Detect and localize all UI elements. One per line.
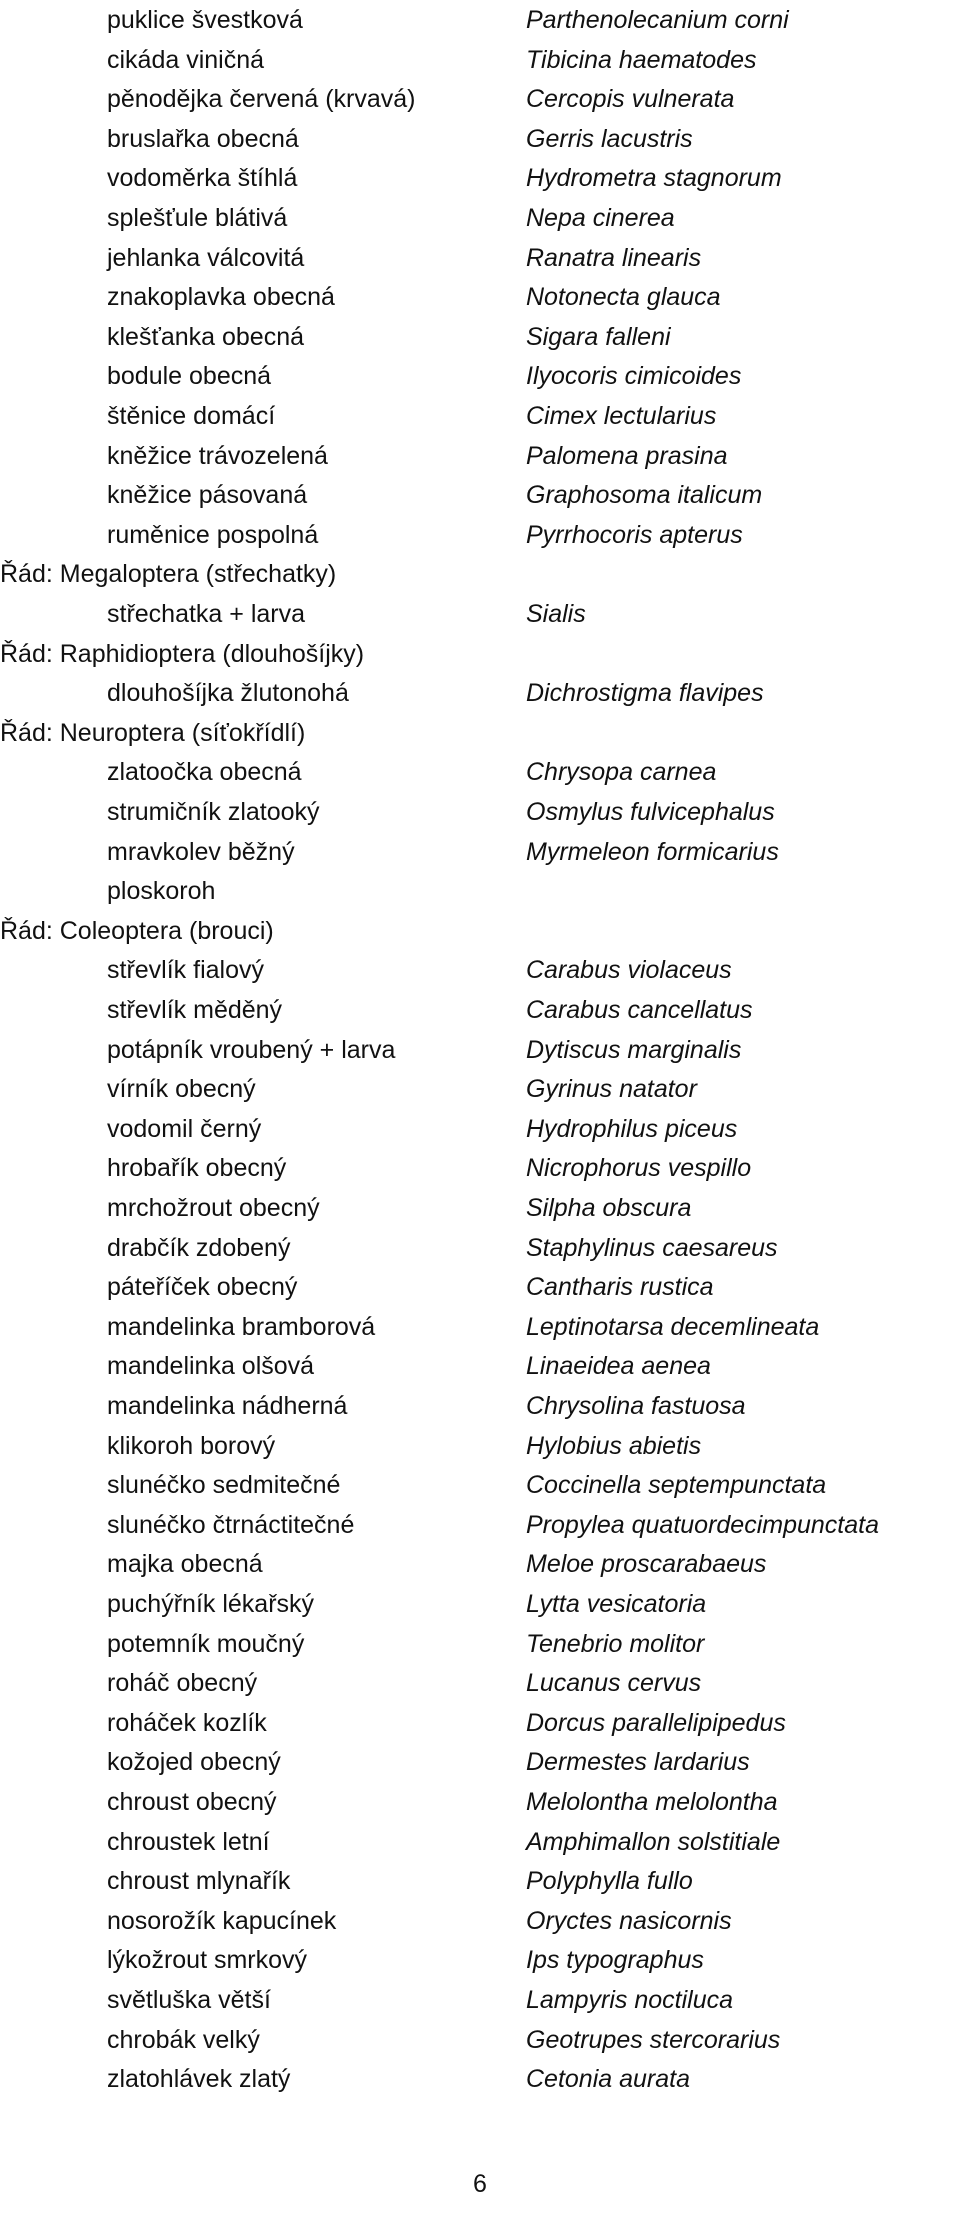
- latin-name: Amphimallon solstitiale: [526, 1827, 781, 1856]
- czech-name: roháček kozlík: [107, 1708, 267, 1737]
- czech-name: dlouhošíjka žlutonohá: [107, 679, 349, 708]
- czech-name: pěnodějka červená (krvavá): [107, 85, 416, 114]
- latin-name: Lytta vesicatoria: [526, 1590, 707, 1618]
- species-row: [0, 79, 960, 119]
- latin-name: Osmylus fulvicephalus: [526, 798, 775, 826]
- species-row: [0, 158, 960, 198]
- species-row: [0, 238, 960, 278]
- czech-name: ruměnice pospolná: [107, 520, 319, 549]
- latin-name: Pyrrhocoris apterus: [526, 520, 743, 549]
- species-row: [0, 1505, 960, 1545]
- czech-name: majka obecná: [107, 1550, 263, 1579]
- latin-name: Notonecta glauca: [526, 283, 721, 312]
- latin-name: Chrysopa carnea: [526, 758, 717, 787]
- latin-name: Sigara falleni: [526, 322, 671, 351]
- czech-name: hrobařík obecný: [107, 1154, 287, 1183]
- latin-name: Gerris lacustris: [526, 124, 693, 153]
- latin-name: Sialis: [526, 600, 586, 628]
- latin-name: Geotrupes stercorarius: [526, 2025, 781, 2054]
- czech-name: chroustek letní: [107, 1827, 270, 1856]
- species-row: [0, 396, 960, 436]
- species-row: [0, 1307, 960, 1347]
- latin-name: Ranatra linearis: [526, 243, 702, 272]
- species-row: [0, 1822, 960, 1862]
- species-row: [0, 198, 960, 238]
- czech-name: zlatohlávek zlatý: [107, 2065, 291, 2094]
- species-row: [0, 1663, 960, 1703]
- species-row: [0, 119, 960, 159]
- order-heading: [0, 554, 960, 594]
- latin-name: Carabus violaceus: [526, 956, 732, 985]
- species-row: [0, 1584, 960, 1624]
- species-row: [0, 1267, 960, 1307]
- species-row: [0, 832, 960, 872]
- species-row: [0, 2059, 960, 2099]
- species-row: [0, 1980, 960, 2020]
- czech-name: znakoplavka obecná: [107, 283, 335, 312]
- czech-name: kněžice trávozelená: [107, 441, 328, 470]
- species-row: [0, 1465, 960, 1505]
- czech-name: puklice švestková: [107, 6, 303, 34]
- latin-name: Chrysolina fastuosa: [526, 1392, 746, 1420]
- species-row: [0, 1544, 960, 1584]
- czech-name: drabčík zdobený: [107, 1233, 291, 1262]
- order-name: Řád: Neuroptera (síťokřídlí): [0, 718, 306, 747]
- czech-name: roháč obecný: [107, 1669, 258, 1698]
- latin-name: Cantharis rustica: [526, 1273, 714, 1302]
- latin-name: Cercopis vulnerata: [526, 85, 735, 114]
- czech-name: světluška větší: [107, 1986, 271, 2014]
- latin-name: Dytiscus marginalis: [526, 1035, 742, 1064]
- czech-name: mrchožrout obecný: [107, 1194, 320, 1222]
- latin-name: Lucanus cervus: [526, 1669, 702, 1698]
- czech-name: strumičník zlatooký: [107, 798, 320, 826]
- species-row: [0, 1069, 960, 1109]
- latin-name: Palomena prasina: [526, 441, 728, 470]
- species-row: [0, 1782, 960, 1822]
- species-row: [0, 1940, 960, 1980]
- species-row: [0, 40, 960, 80]
- czech-name: chroust obecný: [107, 1788, 277, 1816]
- latin-name: Hydrometra stagnorum: [526, 164, 782, 193]
- species-row: [0, 1426, 960, 1466]
- czech-name: jehlanka válcovitá: [107, 243, 305, 272]
- czech-name: potápník vroubený + larva: [107, 1035, 396, 1064]
- czech-name: cikáda viničná: [107, 45, 265, 74]
- species-row: [0, 1901, 960, 1941]
- czech-name: štěnice domácí: [107, 402, 276, 430]
- latin-name: Ips typographus: [526, 1946, 704, 1975]
- czech-name: splešťule blátivá: [107, 204, 288, 232]
- species-row: [0, 990, 960, 1030]
- species-row: [0, 950, 960, 990]
- czech-name: slunéčko čtrnáctitečné: [107, 1510, 355, 1539]
- latin-name: Oryctes nasicornis: [526, 1906, 732, 1935]
- latin-name: Meloe proscarabaeus: [526, 1550, 767, 1579]
- latin-name: Cimex lectularius: [526, 402, 717, 430]
- species-row: [0, 1742, 960, 1782]
- species-row: [0, 475, 960, 515]
- species-row: [0, 1703, 960, 1743]
- species-row: [0, 1346, 960, 1386]
- czech-name: kožojed obecný: [107, 1748, 281, 1777]
- species-row: [0, 1861, 960, 1901]
- latin-name: Leptinotarsa decemlineata: [526, 1312, 820, 1341]
- page-number: 6: [473, 2170, 487, 2198]
- order-heading: [0, 634, 960, 674]
- czech-name: potemník moučný: [107, 1629, 305, 1658]
- order-heading: [0, 713, 960, 753]
- latin-name: Cetonia aurata: [526, 2065, 691, 2094]
- czech-name: bruslařka obecná: [107, 124, 299, 153]
- czech-name: mandelinka olšová: [107, 1352, 315, 1381]
- species-row: [0, 1386, 960, 1426]
- species-row: [0, 1148, 960, 1188]
- czech-name: nosorožík kapucínek: [107, 1906, 337, 1935]
- species-row: [0, 1030, 960, 1070]
- species-row: [0, 1188, 960, 1228]
- latin-name: Hydrophilus piceus: [526, 1114, 738, 1143]
- czech-name: bodule obecná: [107, 362, 272, 391]
- latin-name: Nepa cinerea: [526, 204, 675, 232]
- czech-name: puchýřník lékařský: [107, 1590, 315, 1618]
- order-heading: [0, 911, 960, 951]
- species-row: [0, 871, 960, 911]
- species-row: [0, 1228, 960, 1268]
- species-row: [0, 277, 960, 317]
- latin-name: Coccinella septempunctata: [526, 1471, 827, 1500]
- czech-name: mandelinka bramborová: [107, 1312, 376, 1341]
- species-row: [0, 356, 960, 396]
- latin-name: Linaeidea aenea: [526, 1352, 711, 1381]
- czech-name: střevlík fialový: [107, 956, 264, 985]
- czech-name: mravkolev běžný: [107, 837, 295, 866]
- latin-name: Melolontha melolontha: [526, 1788, 778, 1816]
- latin-name: Dermestes lardarius: [526, 1748, 750, 1777]
- latin-name: Tenebrio molitor: [526, 1629, 705, 1658]
- latin-name: Carabus cancellatus: [526, 996, 753, 1024]
- species-row: [0, 1109, 960, 1149]
- species-row: [0, 594, 960, 634]
- latin-name: Propylea quatuordecimpunctata: [526, 1510, 880, 1539]
- czech-name: slunéčko sedmitečné: [107, 1471, 341, 1500]
- czech-name: zlatoočka obecná: [107, 758, 302, 787]
- latin-name: Polyphylla fullo: [526, 1867, 693, 1896]
- species-row: [0, 515, 960, 555]
- latin-name: Staphylinus caesareus: [526, 1233, 778, 1262]
- species-row: [0, 752, 960, 792]
- latin-name: Dichrostigma flavipes: [526, 679, 764, 708]
- czech-name: mandelinka nádherná: [107, 1392, 348, 1420]
- species-row: [0, 317, 960, 357]
- order-name: Řád: Coleoptera (brouci): [0, 916, 274, 945]
- latin-name: Graphosoma italicum: [526, 481, 763, 510]
- czech-name: lýkožrout smrkový: [107, 1946, 308, 1975]
- species-row: [0, 2020, 960, 2060]
- species-row: [0, 436, 960, 476]
- latin-name: Tibicina haematodes: [526, 45, 757, 74]
- species-row: [0, 0, 960, 40]
- species-row: [0, 673, 960, 713]
- latin-name: Gyrinus natator: [526, 1075, 697, 1104]
- czech-name: vodoměrka štíhlá: [107, 164, 298, 193]
- czech-name: chrobák velký: [107, 2025, 260, 2054]
- czech-name: kněžice pásovaná: [107, 481, 308, 510]
- species-row: [0, 1624, 960, 1664]
- czech-name: klikoroh borový: [107, 1431, 276, 1460]
- order-name: Řád: Raphidioptera (dlouhošíjky): [0, 639, 365, 668]
- latin-name: Parthenolecanium corni: [526, 6, 789, 34]
- latin-name: Lampyris noctiluca: [526, 1986, 734, 2014]
- species-row: [0, 792, 960, 832]
- czech-name: střechatka + larva: [107, 600, 306, 628]
- order-name: Řád: Megaloptera (střechatky): [0, 560, 337, 589]
- latin-name: Myrmeleon formicarius: [526, 837, 779, 866]
- latin-name: Silpha obscura: [526, 1194, 692, 1222]
- czech-name: klešťanka obecná: [107, 322, 305, 351]
- czech-name: ploskoroh: [107, 877, 216, 906]
- czech-name: vodomil černý: [107, 1114, 262, 1143]
- latin-name: Ilyocoris cimicoides: [526, 362, 742, 391]
- czech-name: chroust mlynařík: [107, 1867, 291, 1896]
- czech-name: vírník obecný: [107, 1075, 256, 1104]
- czech-name: páteříček obecný: [107, 1273, 298, 1302]
- czech-name: střevlík měděný: [107, 996, 283, 1024]
- latin-name: Nicrophorus vespillo: [526, 1154, 752, 1183]
- latin-name: Hylobius abietis: [526, 1431, 702, 1460]
- latin-name: Dorcus parallelipipedus: [526, 1708, 786, 1737]
